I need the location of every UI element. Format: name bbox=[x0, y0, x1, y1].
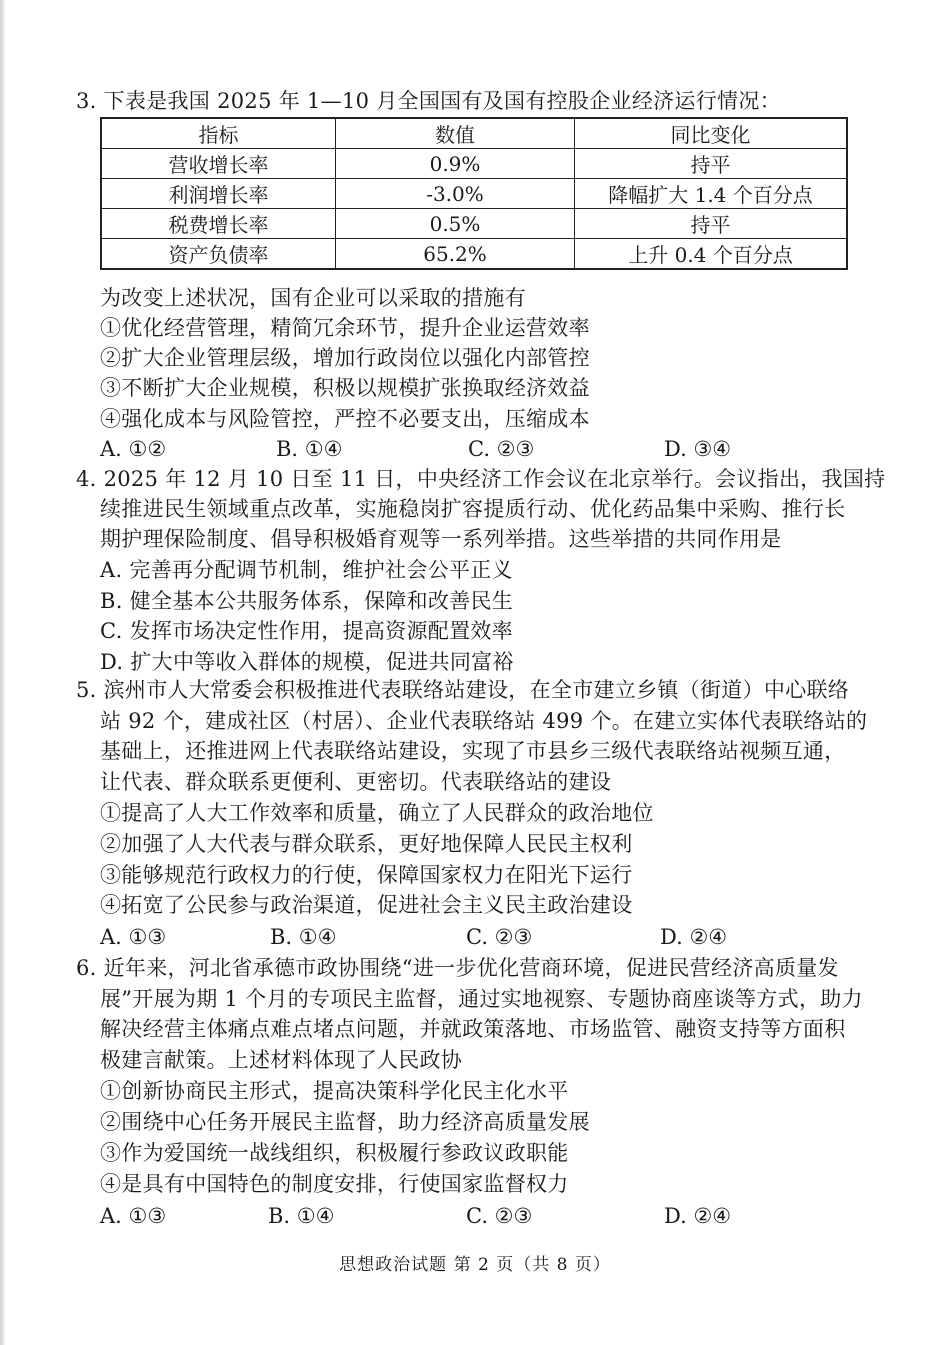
q6-option-c: C. ②③ bbox=[466, 1204, 533, 1228]
q6-option-a: A. ①③ bbox=[100, 1204, 167, 1228]
q5-option-b: B. ①④ bbox=[270, 925, 337, 949]
table-cell: 持平 bbox=[575, 149, 848, 179]
table-header-cell: 数值 bbox=[336, 118, 575, 149]
table-cell: 营收增长率 bbox=[101, 149, 336, 179]
q5-stem-line-2: 站 92 个，建成社区（村居）、企业代表联络站 499 个。在建立实体代表联络站的 bbox=[100, 709, 868, 733]
page-footer: 思想政治试题 第 2 页（共 8 页） bbox=[339, 1255, 611, 1275]
table-header-row bbox=[101, 118, 847, 149]
scan-edge-shadow bbox=[0, 0, 6, 1345]
table-row bbox=[101, 179, 847, 209]
table-cell: 0.5% bbox=[336, 209, 575, 239]
q6-item-4: ④是具有中国特色的制度安排，行使国家监督权力 bbox=[100, 1172, 569, 1196]
q3-option-d: D. ③④ bbox=[664, 437, 732, 461]
table-header-cell: 指标 bbox=[101, 118, 336, 149]
q4-stem-line-1: 4. 2025 年 12 月 10 日至 11 日，中央经济工作会议在北京举行。会议指出，我国持 bbox=[76, 467, 886, 491]
table-cell: 资产负债率 bbox=[101, 239, 336, 270]
q3-prompt: 为改变上述状况，国有企业可以采取的措施有 bbox=[100, 286, 526, 310]
q5-stem-line-1: 5. 滨州市人大常委会积极推进代表联络站建设，在全市建立乡镇（街道）中心联络 bbox=[76, 678, 850, 702]
table-cell: -3.0% bbox=[336, 179, 575, 209]
q6-stem-line-1: 6. 近年来，河北省承德市政协围绕“进一步优化营商环境，促进民营经济高质量发 bbox=[76, 956, 839, 980]
q5-item-3: ③能够规范行政权力的行使，保障国家权力在阳光下运行 bbox=[100, 863, 633, 887]
q6-stem-line-2: 展”开展为期 1 个月的专项民主监督，通过实地视察、专题协商座谈等方式，助力 bbox=[100, 987, 863, 1011]
q3-item-1: ①优化经营管理，精简冗余环节，提升企业运营效率 bbox=[100, 316, 590, 340]
table-row bbox=[101, 239, 847, 270]
q4-option-b: B. 健全基本公共服务体系，保障和改善民生 bbox=[100, 589, 514, 613]
q3-option-b: B. ①④ bbox=[276, 437, 343, 461]
q3-item-2: ②扩大企业管理层级，增加行政岗位以强化内部管控 bbox=[100, 346, 590, 370]
table-row bbox=[101, 149, 847, 179]
table-cell: 上升 0.4 个百分点 bbox=[575, 239, 848, 270]
table-row bbox=[101, 209, 847, 239]
q4-option-c: C. 发挥市场决定性作用，提高资源配置效率 bbox=[100, 619, 513, 643]
q5-item-4: ④拓宽了公民参与政治渠道，促进社会主义民主政治建设 bbox=[100, 893, 633, 917]
q6-item-3: ③作为爱国统一战线组织，积极履行参政议政职能 bbox=[100, 1141, 569, 1165]
q6-option-d: D. ②④ bbox=[664, 1204, 732, 1228]
q6-stem-line-4: 极建言献策。上述材料体现了人民政协 bbox=[100, 1048, 463, 1072]
table-cell: 0.9% bbox=[336, 149, 575, 179]
q5-stem-line-4: 让代表、群众联系更便利、更密切。代表联络站的建设 bbox=[100, 770, 612, 794]
q3-stem: 3. 下表是我国 2025 年 1—10 月全国国有及国有控股企业经济运行情况： bbox=[76, 89, 781, 113]
q5-item-1: ①提高了人大工作效率和质量，确立了人民群众的政治地位 bbox=[100, 801, 654, 825]
q6-item-2: ②围绕中心任务开展民主监督，助力经济高质量发展 bbox=[100, 1110, 590, 1134]
q3-data-table bbox=[100, 117, 848, 270]
q5-stem-line-3: 基础上，还推进网上代表联络站建设，实现了市县乡三级代表联络站视频互通， bbox=[100, 739, 846, 763]
q3-option-c: C. ②③ bbox=[468, 437, 535, 461]
q5-option-a: A. ①③ bbox=[100, 925, 167, 949]
q6-item-1: ①创新协商民主形式，提高决策科学化民主化水平 bbox=[100, 1079, 569, 1103]
q3-option-a: A. ①② bbox=[100, 437, 167, 461]
table-cell: 降幅扩大 1.4 个百分点 bbox=[575, 179, 848, 209]
table-cell: 税费增长率 bbox=[101, 209, 336, 239]
q4-stem-line-2: 续推进民生领域重点改革，实施稳岗扩容提质行动、优化药品集中采购、推行长 bbox=[100, 497, 846, 521]
q5-item-2: ②加强了人大代表与群众联系，更好地保障人民民主权利 bbox=[100, 832, 633, 856]
table-header-cell: 同比变化 bbox=[575, 118, 848, 149]
q4-stem-line-3: 期护理保险制度、倡导积极婚育观等一系列举措。这些举措的共同作用是 bbox=[100, 527, 782, 551]
q3-item-4: ④强化成本与风险管控，严控不必要支出，压缩成本 bbox=[100, 407, 590, 431]
q3-item-3: ③不断扩大企业规模，积极以规模扩张换取经济效益 bbox=[100, 376, 590, 400]
q4-option-a: A. 完善再分配调节机制，维护社会公平正义 bbox=[100, 558, 513, 582]
q6-option-b: B. ①④ bbox=[268, 1204, 335, 1228]
table-cell: 持平 bbox=[575, 209, 848, 239]
q6-stem-line-3: 解决经营主体痛点难点堵点问题，并就政策落地、市场监管、融资支持等方面积 bbox=[100, 1017, 846, 1041]
q4-option-d: D. 扩大中等收入群体的规模，促进共同富裕 bbox=[100, 650, 514, 674]
q5-option-d: D. ②④ bbox=[660, 925, 728, 949]
table-cell: 65.2% bbox=[336, 239, 575, 270]
q5-option-c: C. ②③ bbox=[466, 925, 533, 949]
table-cell: 利润增长率 bbox=[101, 179, 336, 209]
